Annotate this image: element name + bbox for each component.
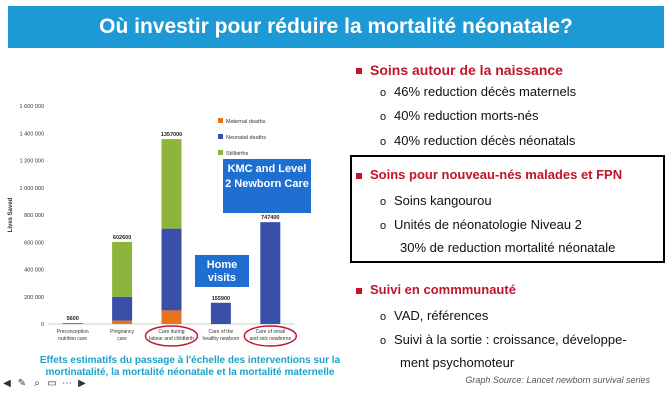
section-heading-text: Soins autour de la naissance	[370, 62, 563, 78]
section-heading-text: Soins pour nouveau-nés malades et FPN	[370, 167, 623, 182]
list-item	[380, 332, 627, 347]
previous-slide-icon[interactable]: ◀	[3, 378, 11, 389]
legend-entry: Stillbirths	[226, 151, 249, 157]
list-item	[380, 84, 576, 99]
y-tick-label: 0	[40, 322, 44, 328]
list-item-text: Suivi à la sortie : croissance, développe-	[394, 332, 627, 347]
list-item-text: 46% reduction décès maternels	[394, 84, 577, 99]
section-heading-sick-newborns	[356, 167, 622, 182]
x-category-label: Care of small	[255, 329, 286, 335]
presentation-toolbar	[2, 374, 112, 394]
x-category-label: Care during	[158, 329, 185, 335]
bar-total-label: 602600	[112, 234, 132, 241]
menu-icon[interactable]: ⋯	[62, 378, 72, 389]
bullet-square-icon	[356, 288, 362, 294]
y-tick-label: 400 000	[24, 267, 44, 274]
x-category-label: healthy newborn	[202, 336, 240, 342]
list-item	[380, 193, 492, 208]
x-category-label: labour and childbirth	[148, 336, 195, 342]
bar-segment-neonatal-deaths	[211, 303, 231, 324]
bar-segment-neonatal-deaths	[63, 323, 83, 324]
bar-segment-maternal-deaths	[162, 310, 182, 324]
section-heading-birth-care	[356, 62, 563, 78]
section-heading-text: Suivi en commmunauté	[370, 282, 516, 297]
list-item	[380, 133, 575, 148]
next-slide-icon[interactable]: ▶	[78, 378, 86, 389]
kmc-callout: KMC and Level 2 Newborn Care	[222, 158, 312, 214]
bar-segment-maternal-deaths	[112, 321, 132, 324]
list-item	[380, 108, 539, 123]
list-item	[380, 217, 582, 232]
section-heading-community	[356, 282, 516, 297]
chart-svg	[0, 90, 345, 360]
list-item	[380, 308, 488, 323]
bullet-circle-icon: o	[380, 335, 387, 347]
section-note: ment psychomoteur	[400, 355, 515, 370]
bullet-circle-icon: o	[380, 111, 387, 123]
zoom-icon[interactable]: ⌕	[34, 378, 40, 389]
subtitles-icon[interactable]: ▭	[47, 378, 57, 389]
x-category-label: Pregnancy	[110, 329, 135, 335]
x-category-label: nutrition care	[58, 336, 88, 342]
bar-total-label: 155900	[211, 295, 231, 302]
bar-segment-neonatal-deaths	[162, 229, 182, 311]
list-item-text: Unités de néonatologie Niveau 2	[394, 217, 582, 232]
bar-total-label: 5600	[66, 316, 79, 323]
bullet-circle-icon: o	[380, 87, 387, 99]
bar-segment-neonatal-deaths	[112, 297, 132, 321]
pen-icon[interactable]: ✎	[17, 378, 27, 389]
bullet-circle-icon: o	[380, 136, 387, 148]
y-tick-label: 200 000	[24, 294, 44, 301]
bar-total-label: 1357000	[160, 132, 183, 139]
legend-swatch	[218, 134, 223, 139]
list-item-text: Soins kangourou	[394, 193, 492, 208]
home-visits-callout: Home visits	[194, 254, 250, 288]
bullet-square-icon	[356, 68, 362, 74]
x-category-label: Care of the	[208, 329, 234, 335]
bar-segment-neonatal-deaths	[260, 222, 280, 324]
y-axis-label: Lives Saved	[8, 197, 14, 233]
x-category-label: Preconception	[56, 329, 89, 335]
bar-segment-stillbirths	[162, 139, 182, 229]
y-tick-label: 1 600 000	[19, 104, 44, 110]
slide-title: Où investir pour réduire la mortalité néonatale?	[99, 15, 573, 38]
y-tick-label: 800 000	[24, 213, 44, 219]
graph-source: Graph Source: Lancet newborn survival series	[465, 375, 650, 385]
y-tick-label: 1 000 000	[19, 185, 44, 192]
list-item-text: VAD, références	[394, 308, 489, 323]
legend-entry: Maternal deaths	[226, 119, 266, 125]
list-item-text: 40% reduction morts-nés	[394, 108, 539, 123]
y-tick-label: 600 000	[24, 240, 44, 247]
bullet-circle-icon: o	[380, 311, 387, 323]
legend-entry: Neonatal deaths	[226, 135, 267, 141]
x-category-label: care	[117, 336, 127, 342]
section-note: 30% de reduction mortalité néonatale	[400, 240, 616, 255]
legend-swatch	[218, 150, 223, 155]
bar-total-label: 747400	[261, 215, 280, 222]
list-item-text: 40% reduction décès néonatals	[394, 133, 576, 148]
y-tick-label: 1 400 000	[19, 131, 44, 138]
bullet-square-icon	[356, 173, 362, 179]
stacked-bar-chart	[0, 90, 345, 360]
chart-caption: Effets estimatifs du passage à l'échelle des interventions sur la mortinatalité, la mortalité néonatale et la mortalité maternelle	[39, 355, 341, 378]
x-category-label: and sick newborns	[249, 336, 292, 342]
bullet-circle-icon: o	[380, 196, 387, 208]
bar-segment-stillbirths	[112, 242, 132, 297]
bullet-circle-icon: o	[380, 220, 387, 232]
y-tick-label: 1 200 000	[19, 158, 44, 165]
legend-swatch	[218, 118, 223, 123]
slide-title-bar	[8, 6, 664, 48]
